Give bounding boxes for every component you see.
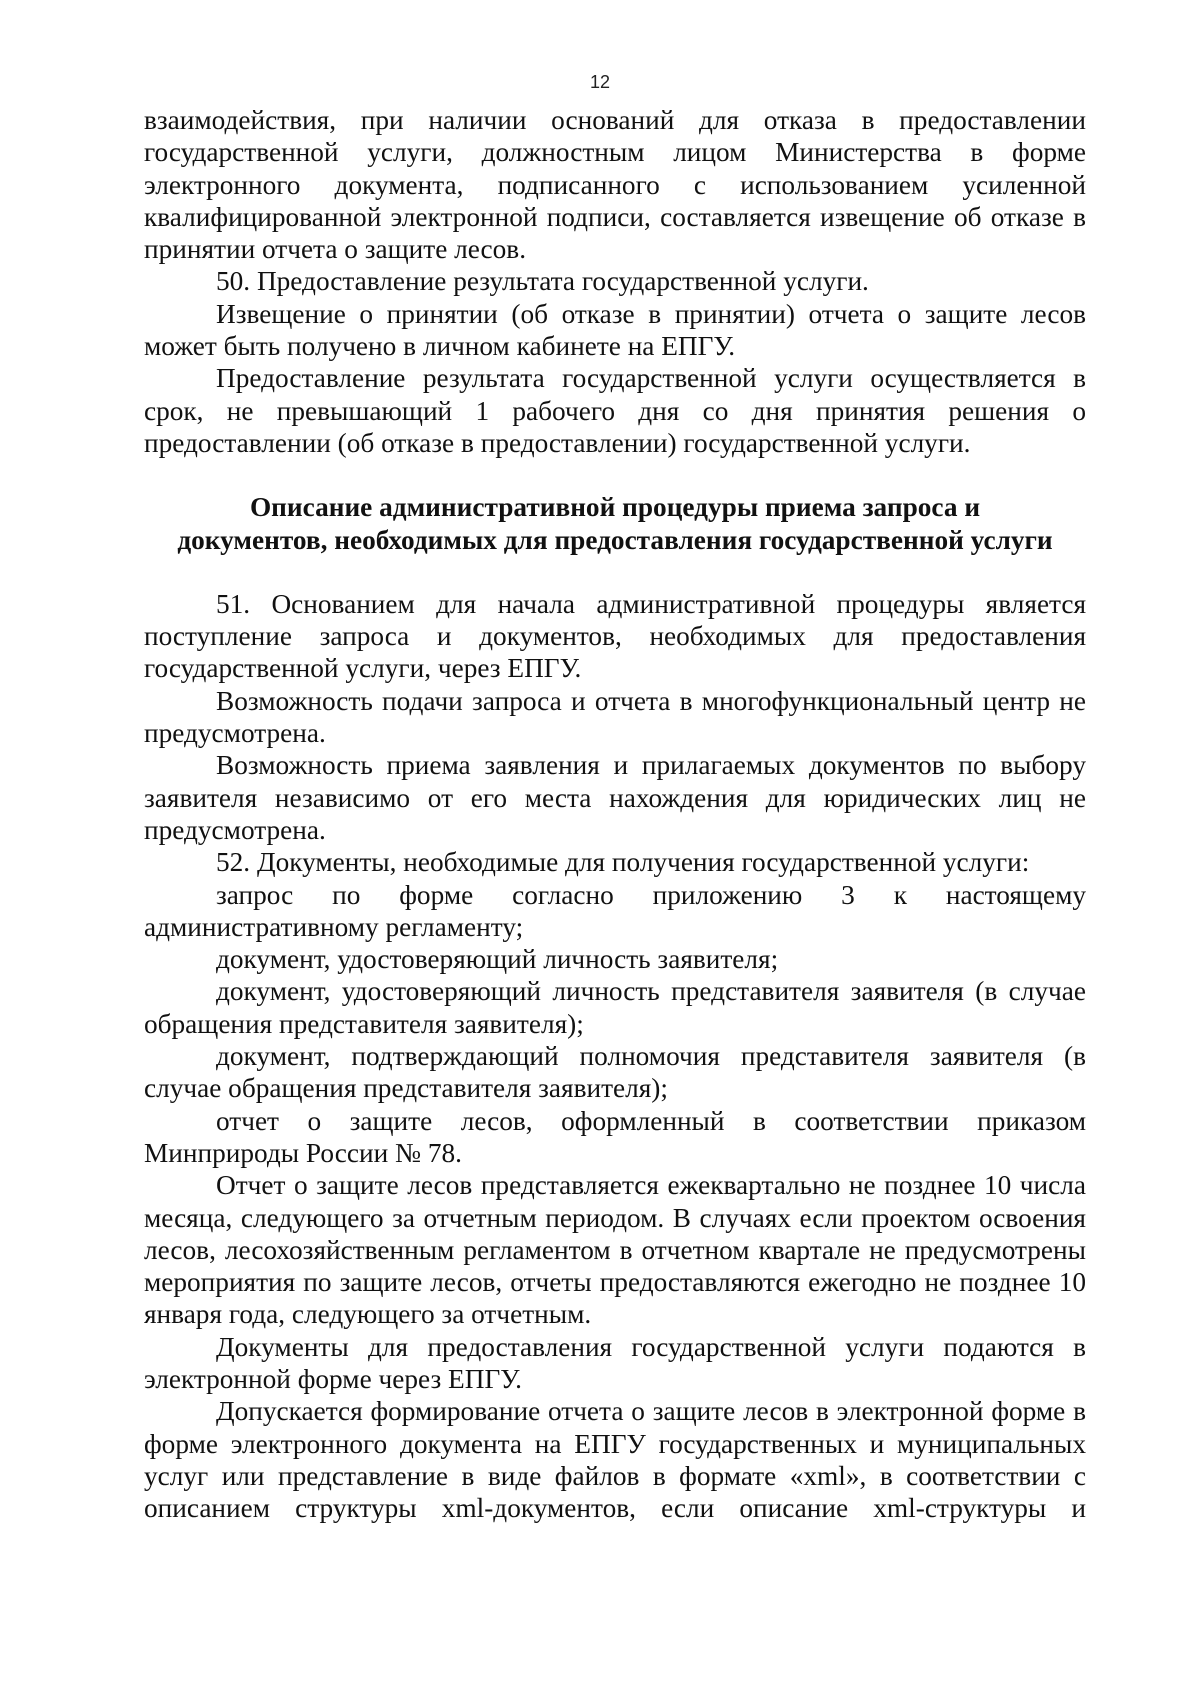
page-number: 12	[589, 72, 611, 92]
paragraph: Предоставление результата государственной услуги осуществляется в срок, не превышающий 1 рабочего дня со дня принятия решения о предоставлении (об отказе в предоставлении) государственной услуги.	[144, 363, 1086, 458]
paragraph: Возможность подачи запроса и отчета в многофункциональный центр не предусмотрена.	[144, 685, 1086, 749]
paragraph: Возможность приема заявления и прилагаемых документов по выбору заявителя независимо от его места нахождения для юридических лиц не предусмотрена.	[144, 750, 1086, 845]
list-item: документ, удостоверяющий личность представителя заявителя (в случае обращения представителя заявителя);	[144, 976, 1086, 1039]
section-heading	[144, 491, 1086, 556]
paragraph-item-52: 52. Документы, необходимые для получения государственной услуги:	[216, 847, 1030, 878]
paragraph: Извещение о принятии (об отказе в принятии) отчета о защите лесов может быть получено в личном кабинете на ЕПГУ.	[144, 298, 1086, 362]
list-item: запрос по форме согласно приложению 3 к настоящему административному регламенту;	[144, 879, 1086, 942]
paragraph-item-51: 51. Основанием для начала административной процедуры является поступление запроса и документов, необходимых для предоставления государственной услуги, через ЕПГУ.	[144, 588, 1086, 684]
paragraph: Документы для предоставления государственной услуги подаются в электронной форме через ЕПГУ.	[144, 1331, 1086, 1394]
section-heading-line-1: Описание административной процедуры приема запроса и	[249, 492, 981, 523]
paragraph-continuation: взаимодействия, при наличии оснований для отказа в предоставлении государственной услуги, должностным лицом Министерства в форме электронного документа, подписанного с использованием усиленной квалифицированной электронной подписи, составляется извещение об отказе в принятии отчета о защите лесов.	[144, 105, 1086, 265]
paragraph: Отчет о защите лесов представляется ежеквартально не позднее 10 числа месяца, следующего за отчетным периодом. В случаях если проектом освоения лесов, лесохозяйственным регламентом в отчетном квартале не предусмотрены мероприятия по защите лесов, отчеты предоставляются ежегодно не позднее 10 января года, следующего за отчетным.	[144, 1170, 1086, 1330]
list-item: отчет о защите лесов, оформленный в соответствии приказом Минприроды России № 78.	[144, 1105, 1086, 1168]
section-heading-line-2: документов, необходимых для предоставления государственной услуги	[177, 524, 1053, 555]
list-item: документ, подтверждающий полномочия представителя заявителя (в случае обращения представителя заявителя);	[144, 1041, 1086, 1104]
paragraph: Допускается формирование отчета о защите лесов в электронной форме в форме электронного документа на ЕПГУ государственных и муниципальных услуг или представление в виде файлов в формате «xml», в соответствии с описанием структуры xml-документов, если описание xml-структуры и	[144, 1396, 1086, 1524]
list-item: документ, удостоверяющий личность заявителя;	[216, 944, 779, 975]
paragraph-item-50: 50. Предоставление результата государственной услуги.	[216, 266, 869, 297]
document-body	[144, 104, 1086, 1524]
